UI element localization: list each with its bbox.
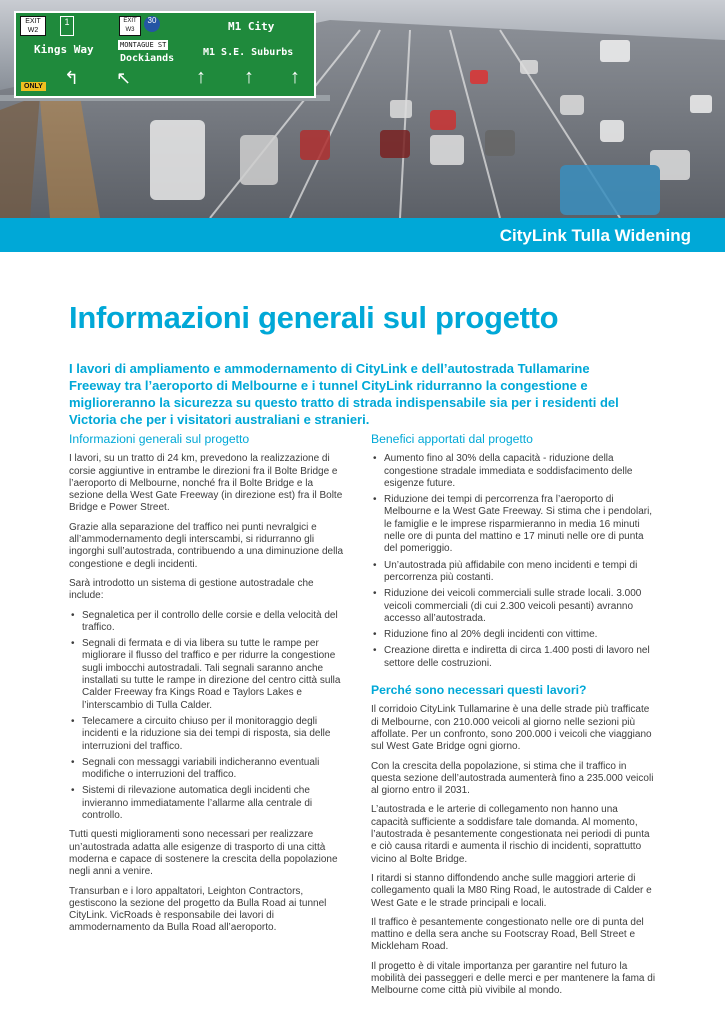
arrow-up-icon: ↑ [196, 66, 206, 88]
sign-only: ONLY [21, 82, 46, 91]
right-column [371, 433, 656, 1005]
sign-route-30-text: 30 [147, 16, 157, 25]
page-title: Informazioni generali sul progetto [69, 300, 559, 335]
list-item: • Riduzione dei veicoli commerciali sulle strade locali. 3.000 veicoli commerciali (di cui 2.300 veicoli pesanti) avranno accesso all’autostrada. [371, 588, 656, 625]
sign-kings-way: Kings Way [34, 43, 94, 56]
list-item: • Sistemi di rilevazione automatica degli incidenti che invieranno immediatamente l’allarme alla centrale di controllo. [69, 785, 344, 822]
list-item: • Segnali con messaggi variabili indicheranno eventuali modifiche o interruzioni del traffico. [69, 757, 344, 782]
arrow-left-icon: ↰ [64, 68, 80, 88]
lead-paragraph: I lavori di ampliamento e ammodernamento di CityLink e dell’autostrada Tullamarine Freeway tra l’aeroporto di Melbourne e i tunnel CityLink ridurranno la congestione e miglioreranno la sicurezza su questo tratto di strada indispensabile sia per i residenti del Victoria che per i visitatori australiani e stranieri. [69, 361, 619, 427]
list-item: • Segnaletica per il controllo delle corsie e della velocità del traffico. [69, 610, 344, 635]
list-item: • Riduzione dei tempi di percorrenza fra l’aeroporto di Melbourne e la West Gate Freeway. Si stima che i pendolari, le famiglie e le imprese risparmieranno in media 16 minuti nelle ore di punta del mattino e 17 minuti nelle ore di punta del pomeriggio. [371, 494, 656, 555]
sign-m1-city: M1 City [228, 20, 275, 33]
hero-photo [0, 0, 725, 218]
arrow-up-icon-3: ↑ [290, 66, 300, 88]
section-heading-why: Perché sono necessari questi lavori? [371, 683, 587, 698]
sign-route-1-text: 1 [64, 17, 70, 27]
paragraph: I ritardi si stanno diffondendo anche sulle maggiori arterie di collegamento quali la M80 Ring Road, le autostrade di Calder e West Gate e le strade principali e locali. [371, 872, 652, 909]
paragraph: Il traffico è pesantemente congestionato nelle ore di punta del mattino e della sera anche su Footscray Road, Bell Street e Mickleham Road. [371, 916, 644, 953]
sign-route-30 [144, 16, 160, 32]
list-item: • Segnali di fermata e di via libera su tutte le rampe per migliorare il flusso del traffico e per ridurre la congestione sugli imbocchi autostradali. Tali segnali saranno anche installati su tutte le rampe in direzione del centro città sulla Calder Freeway fra Kings Road e Taylors Lakes e l’interscambio di Tulla Calder. [69, 638, 344, 712]
feature-list [69, 610, 344, 823]
sign-docklands: Dockiands [120, 53, 175, 64]
arrow-up-icon-2: ↑ [244, 66, 254, 88]
paragraph: Sarà introdotto un sistema di gestione autostradale che include: [69, 577, 314, 602]
paragraph: Grazie alla separazione del traffico nei punti nevralgici e all’ammodernamento degli interscambi, si ridurranno gli ingorghi sull’autostrada, contribuendo a una diminuzione della congestione e degli incidenti. [69, 521, 344, 570]
sign-exit-w2-text: EXIT W2 [25, 18, 41, 34]
paragraph: I lavori, su un tratto di 24 km, prevedono la realizzazione di corsie aggiuntive in entrambe le direzioni fra il Bolte Bridge e l’aeroporto di Melbourne, nonché fra il Bolte Bridge e la sezione della West Gate Freeway (in direzione est) fra il Bolte Bridge e Power Street. [69, 453, 343, 514]
sign-exit-w2 [20, 16, 46, 36]
freeway-photo [0, 0, 725, 218]
title-banner [0, 218, 725, 252]
sign-m1-se-suburbs: M1 S.E. Suburbs [203, 47, 294, 58]
paragraph: Con la crescita della popolazione, si stima che il traffico in questa sezione dell’autostrada aumenterà fino a 235.000 veicoli al giorno entro il 2031. [371, 760, 654, 797]
section-heading-overview: Informazioni generali sul progetto [69, 432, 250, 446]
section-heading-benefits: Benefici apportati dal progetto [371, 432, 533, 446]
arrow-up-left-icon: ↖ [116, 68, 132, 88]
paragraph: Tutti questi miglioramenti sono necessari per realizzare un’autostrada adatta alle esigenze di trasporto di una città moderna e capace di sostenere la crescita della popolazione negli anni a venire. [69, 829, 338, 878]
list-item: • Aumento fino al 30% della capacità - riduzione della congestione stradale immediata e soddisfacimento delle esigenze future. [371, 453, 656, 490]
sign-route-1 [60, 16, 74, 36]
paragraph: Transurban e i loro appaltatori, Leighton Contractors, gestiscono la sezione del progetto da Bulla Road ai tunnel CityLink. VicRoads è responsabile dei lavori di ammodernamento da Bulla Road all’aeroporto. [69, 885, 327, 934]
list-item: • Telecamere a circuito chiuso per il monitoraggio degli incidenti e la riduzione sia dei tempi di risposta, sia delle interruzioni del traffico. [69, 716, 344, 753]
sign-exit-w3-text: EXIT W3 [123, 18, 137, 33]
sign-montague: MONTAGUE ST [120, 41, 167, 49]
benefits-list [371, 453, 656, 670]
list-item: • Riduzione fino al 20% degli incidenti con vittime. [371, 629, 656, 641]
banner-title: CityLink Tulla Widening [499, 226, 691, 245]
left-column [69, 433, 344, 942]
sign-exit-w3 [119, 16, 141, 36]
paragraph: L’autostrada e le arterie di collegamento non hanno una capacità sufficiente a soddisfare tale domanda. Al momento, l’autostrada è pesantemente congestionata nei periodi di punta e ciò causa ritardi e aumenta il rischio di incidenti, soprattutto vicino al Bolte Bridge. [371, 804, 650, 865]
list-item: • Un’autostrada più affidabile con meno incidenti e tempi di percorrenza più costanti. [371, 560, 656, 585]
paragraph: Il progetto è di vitale importanza per garantire nel futuro la mobilità dei passeggeri e delle merci e per mantenere la fama di Melbourne come città più vivibile al mondo. [371, 960, 656, 997]
list-item: • Creazione diretta e indiretta di circa 1.400 posti di lavoro nel settore delle costruzioni. [371, 645, 656, 670]
paragraph: Il corridoio CityLink Tullamarine è una delle strade più trafficate di Melbourne, con 210.000 veicoli al giorno nelle sezioni più affollate. Per un confronto, sono 200.000 i veicoli che viaggiano sul West Gate Bridge ogni giorno. [371, 704, 652, 753]
